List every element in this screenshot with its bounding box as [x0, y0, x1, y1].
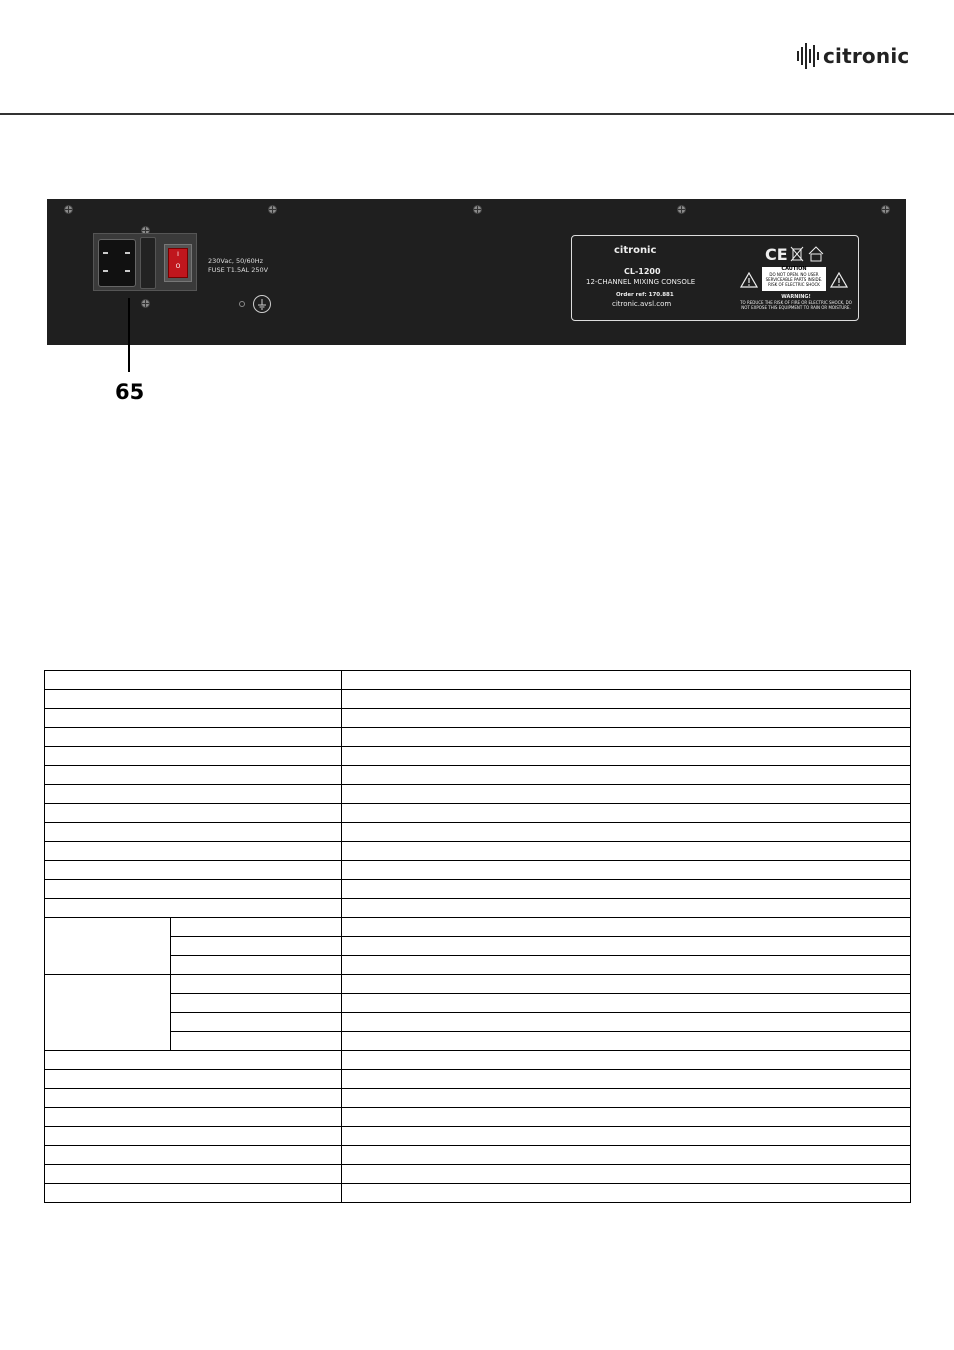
power-switch-rocker: I O — [168, 248, 188, 278]
table-row — [45, 880, 911, 899]
table-cell — [342, 899, 911, 918]
product-label-plate — [571, 235, 859, 321]
indoor-use-icon — [808, 246, 824, 262]
table-row — [45, 804, 911, 823]
table-row — [45, 823, 911, 842]
table-cell — [342, 937, 911, 956]
table-cell — [45, 804, 342, 823]
table-cell — [45, 823, 342, 842]
weee-bin-icon — [790, 246, 804, 262]
table-cell — [171, 937, 342, 956]
table-cell — [45, 1070, 342, 1089]
table-row — [45, 1146, 911, 1165]
rear-panel-illustration — [47, 199, 906, 345]
table-row — [45, 899, 911, 918]
table-row — [45, 1032, 911, 1051]
table-row — [45, 1089, 911, 1108]
ground-symbol-icon — [253, 295, 271, 313]
table-row — [45, 1127, 911, 1146]
table-row — [45, 975, 911, 994]
table-cell — [45, 709, 342, 728]
table-cell — [45, 1127, 342, 1146]
ce-mark-icon: CE — [765, 245, 788, 264]
table-cell — [45, 1051, 342, 1070]
table-cell — [342, 1032, 911, 1051]
table-cell — [45, 1146, 342, 1165]
table-cell — [45, 690, 342, 709]
iec-inlet-icon — [98, 239, 136, 287]
table-row — [45, 1184, 911, 1203]
table-cell — [342, 766, 911, 785]
table-row — [45, 728, 911, 747]
table-row — [45, 1108, 911, 1127]
warning-text: WARNING! TO REDUCE THE RISK OF FIRE OR ELECTRIC SHOCK, DO NOT EXPOSE THIS EQUIPMENT TO RAIN OR MOISTURE. — [740, 294, 852, 310]
brand-name: citronic — [823, 44, 910, 68]
table-row — [45, 842, 911, 861]
callout-leader-line — [128, 298, 130, 372]
warning-triangle-icon — [830, 272, 848, 288]
table-group-cell — [45, 975, 171, 1051]
table-cell — [342, 994, 911, 1013]
table-cell — [171, 918, 342, 937]
table-row — [45, 690, 911, 709]
power-switch — [164, 244, 192, 282]
plate-order-ref: Order ref: 170.881 — [616, 292, 674, 298]
fuse-holder-icon — [140, 237, 156, 289]
screw-icon — [473, 205, 482, 214]
table-row — [45, 994, 911, 1013]
callout-number: 65 — [115, 380, 145, 404]
table-cell — [342, 690, 911, 709]
table-cell — [45, 1165, 342, 1184]
table-cell — [342, 804, 911, 823]
table-cell — [171, 994, 342, 1013]
table-cell — [342, 728, 911, 747]
table-cell — [45, 728, 342, 747]
table-cell — [45, 1108, 342, 1127]
table-cell — [342, 1165, 911, 1184]
table-row — [45, 1070, 911, 1089]
table-cell — [342, 671, 911, 690]
table-cell — [45, 861, 342, 880]
plate-description: 12-CHANNEL MIXING CONSOLE — [586, 278, 696, 286]
plate-brand: citronic — [614, 245, 657, 256]
table-cell — [342, 747, 911, 766]
power-inlet-module — [93, 233, 197, 291]
table-cell — [342, 880, 911, 899]
table-cell — [342, 1127, 911, 1146]
table-row — [45, 956, 911, 975]
plate-website: citronic.avsl.com — [612, 300, 672, 308]
table-cell — [342, 956, 911, 975]
table-row — [45, 1051, 911, 1070]
screw-icon — [677, 205, 686, 214]
table-cell — [45, 899, 342, 918]
table-cell — [342, 1070, 911, 1089]
screw-icon — [141, 299, 150, 308]
table-row — [45, 671, 911, 690]
table-cell — [45, 1089, 342, 1108]
power-rating-text: 230Vac, 50/60Hz FUSE T1.5AL 250V — [208, 257, 269, 274]
table-row — [45, 766, 911, 785]
table-cell — [342, 1184, 911, 1203]
table-cell — [342, 1089, 911, 1108]
table-row — [45, 918, 911, 937]
table-cell — [342, 918, 911, 937]
table-cell — [342, 785, 911, 804]
table-cell — [342, 1108, 911, 1127]
table-cell — [45, 747, 342, 766]
plate-model: CL-1200 — [624, 267, 661, 276]
table-cell — [45, 671, 342, 690]
waveform-icon — [797, 43, 819, 69]
table-cell — [171, 975, 342, 994]
table-cell — [342, 1051, 911, 1070]
table-row — [45, 1013, 911, 1032]
table-cell — [342, 975, 911, 994]
table-cell — [171, 956, 342, 975]
warning-triangle-icon — [740, 272, 758, 288]
table-cell — [342, 842, 911, 861]
table-row — [45, 785, 911, 804]
table-row — [45, 709, 911, 728]
table-cell — [342, 1013, 911, 1032]
table-cell — [171, 1013, 342, 1032]
small-screw-icon — [239, 301, 245, 307]
table-cell — [45, 785, 342, 804]
caution-box: CAUTION DO NOT OPEN. NO USER SERVICEABLE PARTS INSIDE. RISK OF ELECTRIC SHOCK — [762, 267, 826, 291]
table-row — [45, 747, 911, 766]
table-cell — [342, 861, 911, 880]
brand-logo — [797, 42, 909, 70]
table-row — [45, 861, 911, 880]
specifications-table — [44, 670, 911, 1203]
header-divider — [0, 113, 954, 115]
table-cell — [342, 709, 911, 728]
table-row — [45, 937, 911, 956]
table-cell — [45, 1184, 342, 1203]
screw-icon — [64, 205, 73, 214]
table-group-cell — [45, 918, 171, 975]
screw-icon — [881, 205, 890, 214]
table-cell — [45, 842, 342, 861]
table-row — [45, 1165, 911, 1184]
table-cell — [171, 1032, 342, 1051]
table-cell — [342, 823, 911, 842]
table-cell — [342, 1146, 911, 1165]
screw-icon — [268, 205, 277, 214]
table-cell — [45, 766, 342, 785]
table-cell — [45, 880, 342, 899]
